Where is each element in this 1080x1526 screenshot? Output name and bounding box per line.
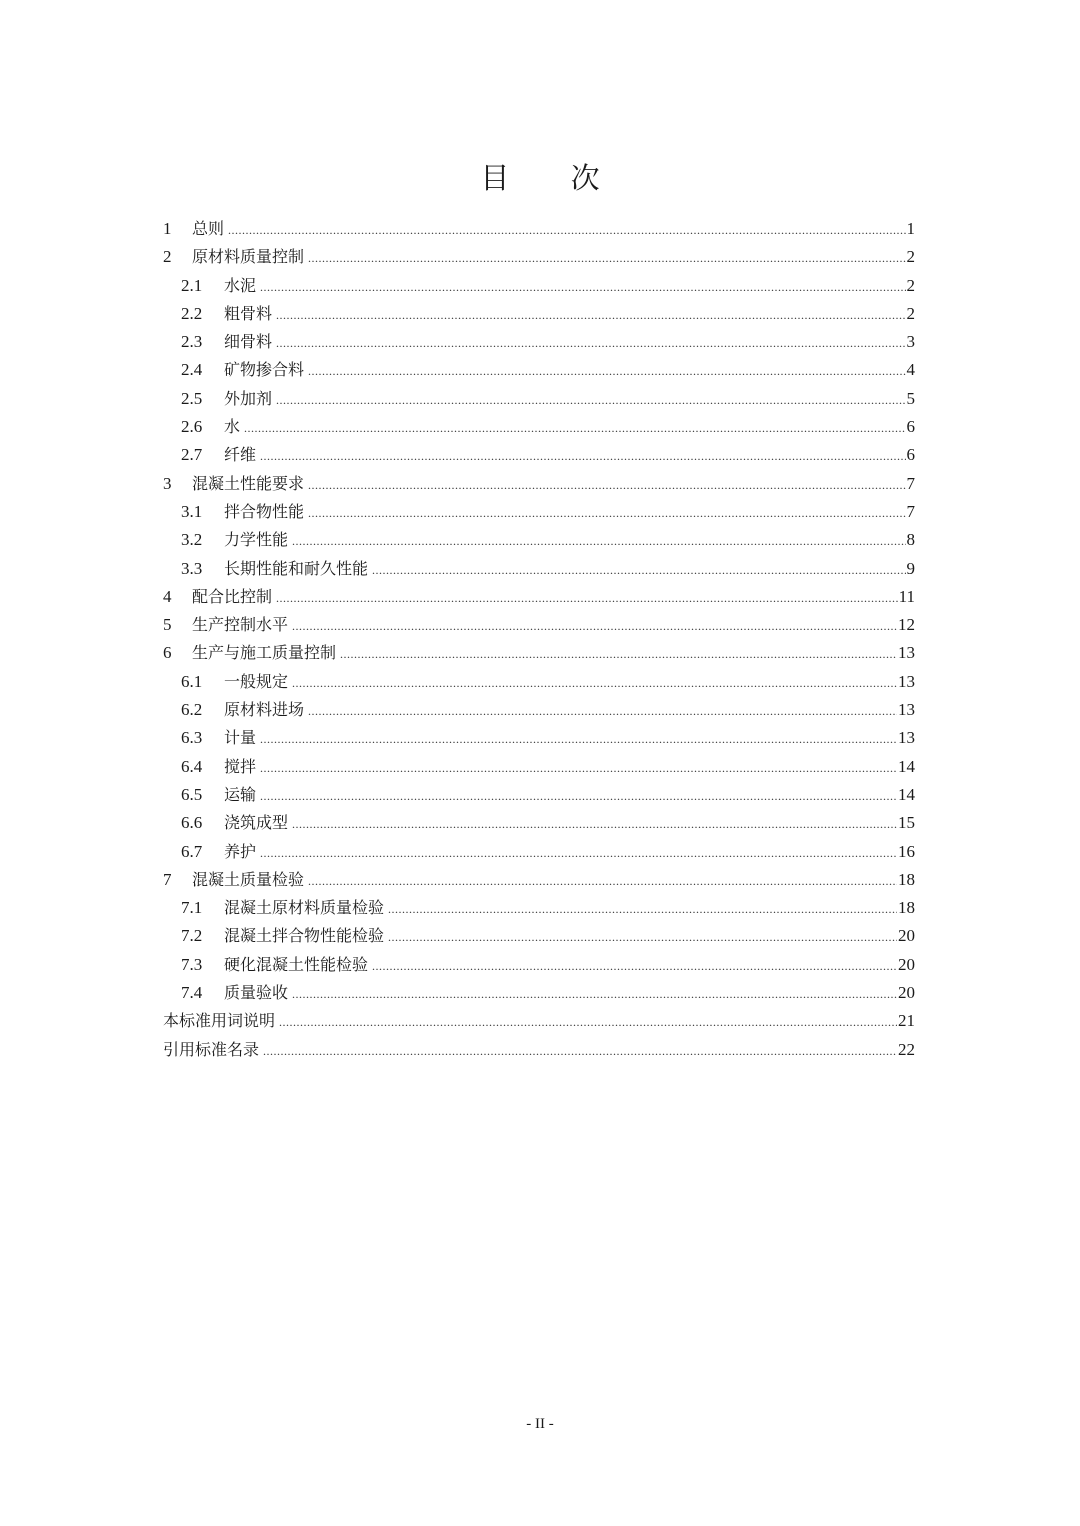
toc-entry-number: 7.3	[181, 954, 203, 974]
toc-entry-page: 2	[906, 247, 915, 267]
toc-entry-title: 细骨料	[224, 332, 273, 352]
toc-entry-number: 3.1	[181, 501, 203, 521]
toc-entry-title: 一般规定	[224, 671, 289, 691]
toc-entry-title: 长期性能和耐久性能	[224, 558, 369, 578]
toc-entry[interactable]	[163, 724, 915, 752]
toc-entry-page: 14	[898, 756, 915, 776]
toc-entry-number: 2.2	[181, 303, 203, 323]
toc-entry-number: 2.6	[181, 417, 203, 437]
toc-entry-title: 混凝土原材料质量检验	[224, 898, 385, 918]
toc-entry-page: 18	[898, 898, 915, 918]
toc-dot-leader	[260, 725, 897, 753]
toc-entry-page: 22	[898, 1039, 915, 1059]
toc-entry-title: 搅拌	[224, 756, 257, 776]
toc-entry-page: 13	[898, 643, 915, 663]
toc-entry-title: 原材料进场	[224, 700, 305, 720]
toc-entry[interactable]	[163, 668, 915, 696]
toc-dot-leader	[260, 273, 905, 301]
toc-entry-page: 20	[898, 983, 915, 1003]
toc-entry[interactable]	[163, 526, 915, 554]
toc-entry-title: 计量	[224, 728, 257, 748]
toc-entry-page: 13	[898, 728, 915, 748]
toc-entry-title: 总则	[192, 219, 225, 238]
toc-entry-number: 6.2	[181, 700, 203, 720]
toc-entry[interactable]	[163, 243, 915, 271]
toc-entry-number: 3	[163, 473, 172, 493]
toc-entry[interactable]	[163, 413, 915, 441]
toc-dot-leader	[228, 216, 905, 244]
toc-entry[interactable]	[163, 979, 915, 1007]
toc-entry[interactable]	[163, 1007, 915, 1035]
toc-entry[interactable]	[163, 1036, 915, 1064]
toc-entry-page: 12	[898, 615, 915, 635]
toc-entry-number: 2.7	[181, 445, 203, 465]
toc-dot-leader	[292, 980, 897, 1008]
toc-dot-leader	[308, 867, 897, 895]
toc-dot-leader	[292, 527, 905, 555]
toc-entry-page: 4	[906, 360, 915, 380]
toc-entry-title: 拌合物性能	[224, 501, 305, 521]
page-title: 目 次	[480, 161, 626, 195]
toc-entry-page: 20	[898, 954, 915, 974]
toc-entry[interactable]	[163, 838, 915, 866]
toc-entry-number: 4	[163, 586, 172, 606]
toc-entry-title: 生产控制水平	[192, 615, 289, 635]
toc-entry-number: 1	[163, 219, 172, 238]
toc-entry[interactable]	[163, 696, 915, 724]
toc-dot-leader	[260, 839, 897, 867]
toc-entry-page: 18	[898, 869, 915, 889]
toc-dot-leader	[292, 810, 897, 838]
toc-dot-leader	[308, 244, 905, 272]
toc-entry-page: 16	[898, 841, 915, 861]
toc-entry-title: 硬化混凝土性能检验	[224, 954, 369, 974]
toc-entry[interactable]	[163, 922, 915, 950]
toc-entry-number: 2.4	[181, 360, 203, 380]
toc-entry-number: 5	[163, 615, 172, 635]
table-of-contents	[163, 215, 915, 1064]
toc-entry-number: 2.5	[181, 388, 203, 408]
toc-entry-number: 6	[163, 643, 172, 663]
toc-entry[interactable]	[163, 866, 915, 894]
toc-entry-number: 2.1	[181, 275, 203, 295]
toc-entry[interactable]	[163, 215, 915, 243]
toc-entry-title: 水泥	[224, 275, 257, 295]
toc-dot-leader	[279, 1008, 897, 1036]
toc-entry-title: 外加剂	[224, 388, 273, 408]
toc-entry[interactable]	[163, 272, 915, 300]
toc-entry-page: 7	[906, 501, 915, 521]
toc-dot-leader	[388, 923, 897, 951]
toc-entry-title: 粗骨料	[224, 303, 273, 323]
toc-entry[interactable]	[163, 441, 915, 469]
toc-entry[interactable]	[163, 809, 915, 837]
toc-entry-title: 纤维	[224, 445, 257, 465]
toc-entry-number: 6.3	[181, 728, 203, 748]
toc-entry-page: 13	[898, 671, 915, 691]
toc-entry-title: 混凝土质量检验	[192, 869, 305, 889]
toc-entry-page: 6	[906, 417, 915, 437]
toc-entry[interactable]	[163, 894, 915, 922]
toc-entry-title: 运输	[224, 784, 257, 804]
toc-dot-leader	[372, 952, 897, 980]
toc-entry-number: 7.2	[181, 926, 203, 946]
toc-dot-leader	[308, 357, 905, 385]
toc-entry[interactable]	[163, 753, 915, 781]
toc-entry-page: 5	[906, 388, 915, 408]
toc-entry-number: 2.3	[181, 332, 203, 352]
toc-entry-page: 1	[906, 219, 915, 238]
toc-entry-number: 7.4	[181, 983, 203, 1003]
toc-entry[interactable]	[163, 781, 915, 809]
toc-entry[interactable]	[163, 611, 915, 639]
toc-entry-page: 2	[906, 303, 915, 323]
toc-dot-leader	[292, 669, 897, 697]
toc-entry[interactable]	[163, 300, 915, 328]
toc-entry-number: 6.6	[181, 813, 203, 833]
toc-entry-title: 矿物掺合料	[224, 360, 305, 380]
toc-dot-leader	[260, 754, 897, 782]
toc-entry-page: 8	[906, 530, 915, 550]
toc-entry[interactable]	[163, 951, 915, 979]
toc-entry-number: 6.7	[181, 841, 203, 861]
toc-entry-title: 混凝土拌合物性能检验	[224, 926, 385, 946]
toc-entry-page: 21	[898, 1011, 915, 1031]
toc-entry-number: 3.3	[181, 558, 203, 578]
toc-dot-leader	[372, 556, 905, 584]
toc-entry-number: 3.2	[181, 530, 203, 550]
toc-entry-number: 6.5	[181, 784, 203, 804]
toc-entry[interactable]	[163, 470, 915, 498]
toc-entry-title: 混凝土性能要求	[192, 473, 305, 493]
toc-dot-leader	[263, 1037, 897, 1065]
toc-entry-page: 20	[898, 926, 915, 946]
toc-entry-title: 浇筑成型	[224, 813, 289, 833]
toc-dot-leader	[308, 697, 897, 725]
toc-entry-title: 力学性能	[224, 530, 289, 550]
toc-entry[interactable]	[163, 356, 915, 384]
toc-entry[interactable]	[163, 498, 915, 526]
toc-entry-title: 生产与施工质量控制	[192, 643, 337, 663]
toc-entry-page: 3	[906, 332, 915, 352]
toc-entry-title: 质量验收	[224, 983, 289, 1003]
toc-entry-title: 养护	[224, 841, 257, 861]
toc-entry-page: 2	[906, 275, 915, 295]
toc-entry-number: 7.1	[181, 898, 203, 918]
toc-entry-title: 原材料质量控制	[192, 247, 305, 267]
toc-entry-page: 6	[906, 445, 915, 465]
toc-entry-page: 11	[898, 586, 915, 606]
toc-entry-number: 2	[163, 247, 172, 267]
toc-entry[interactable]	[163, 328, 915, 356]
toc-dot-leader	[308, 471, 905, 499]
toc-entry-page: 7	[906, 473, 915, 493]
toc-dot-leader	[292, 612, 897, 640]
toc-entry-number: 6.1	[181, 671, 203, 691]
toc-dot-leader	[276, 386, 905, 414]
toc-dot-leader	[276, 329, 905, 357]
toc-dot-leader	[276, 301, 905, 329]
toc-dot-leader	[244, 414, 905, 442]
toc-entry[interactable]	[163, 555, 915, 583]
toc-entry-number: 6.4	[181, 756, 203, 776]
toc-entry-number: 7	[163, 869, 172, 889]
toc-dot-leader	[388, 895, 897, 923]
toc-entry-title: 水	[224, 417, 241, 437]
toc-entry-page: 13	[898, 700, 915, 720]
toc-entry-page: 9	[906, 558, 915, 578]
page-number: - II -	[526, 1416, 554, 1432]
toc-entry-page: 15	[898, 813, 915, 833]
toc-entry[interactable]	[163, 583, 915, 611]
toc-entry-page: 14	[898, 784, 915, 804]
toc-dot-leader	[308, 499, 905, 527]
toc-entry-title: 本标准用词说明	[163, 1011, 276, 1031]
toc-entry[interactable]	[163, 639, 915, 667]
toc-entry-title: 配合比控制	[192, 586, 273, 606]
toc-entry[interactable]	[163, 385, 915, 413]
toc-entry-title: 引用标准名录	[163, 1039, 260, 1059]
toc-dot-leader	[340, 640, 897, 668]
toc-dot-leader	[260, 442, 905, 470]
toc-dot-leader	[276, 584, 898, 612]
toc-dot-leader	[260, 782, 897, 810]
